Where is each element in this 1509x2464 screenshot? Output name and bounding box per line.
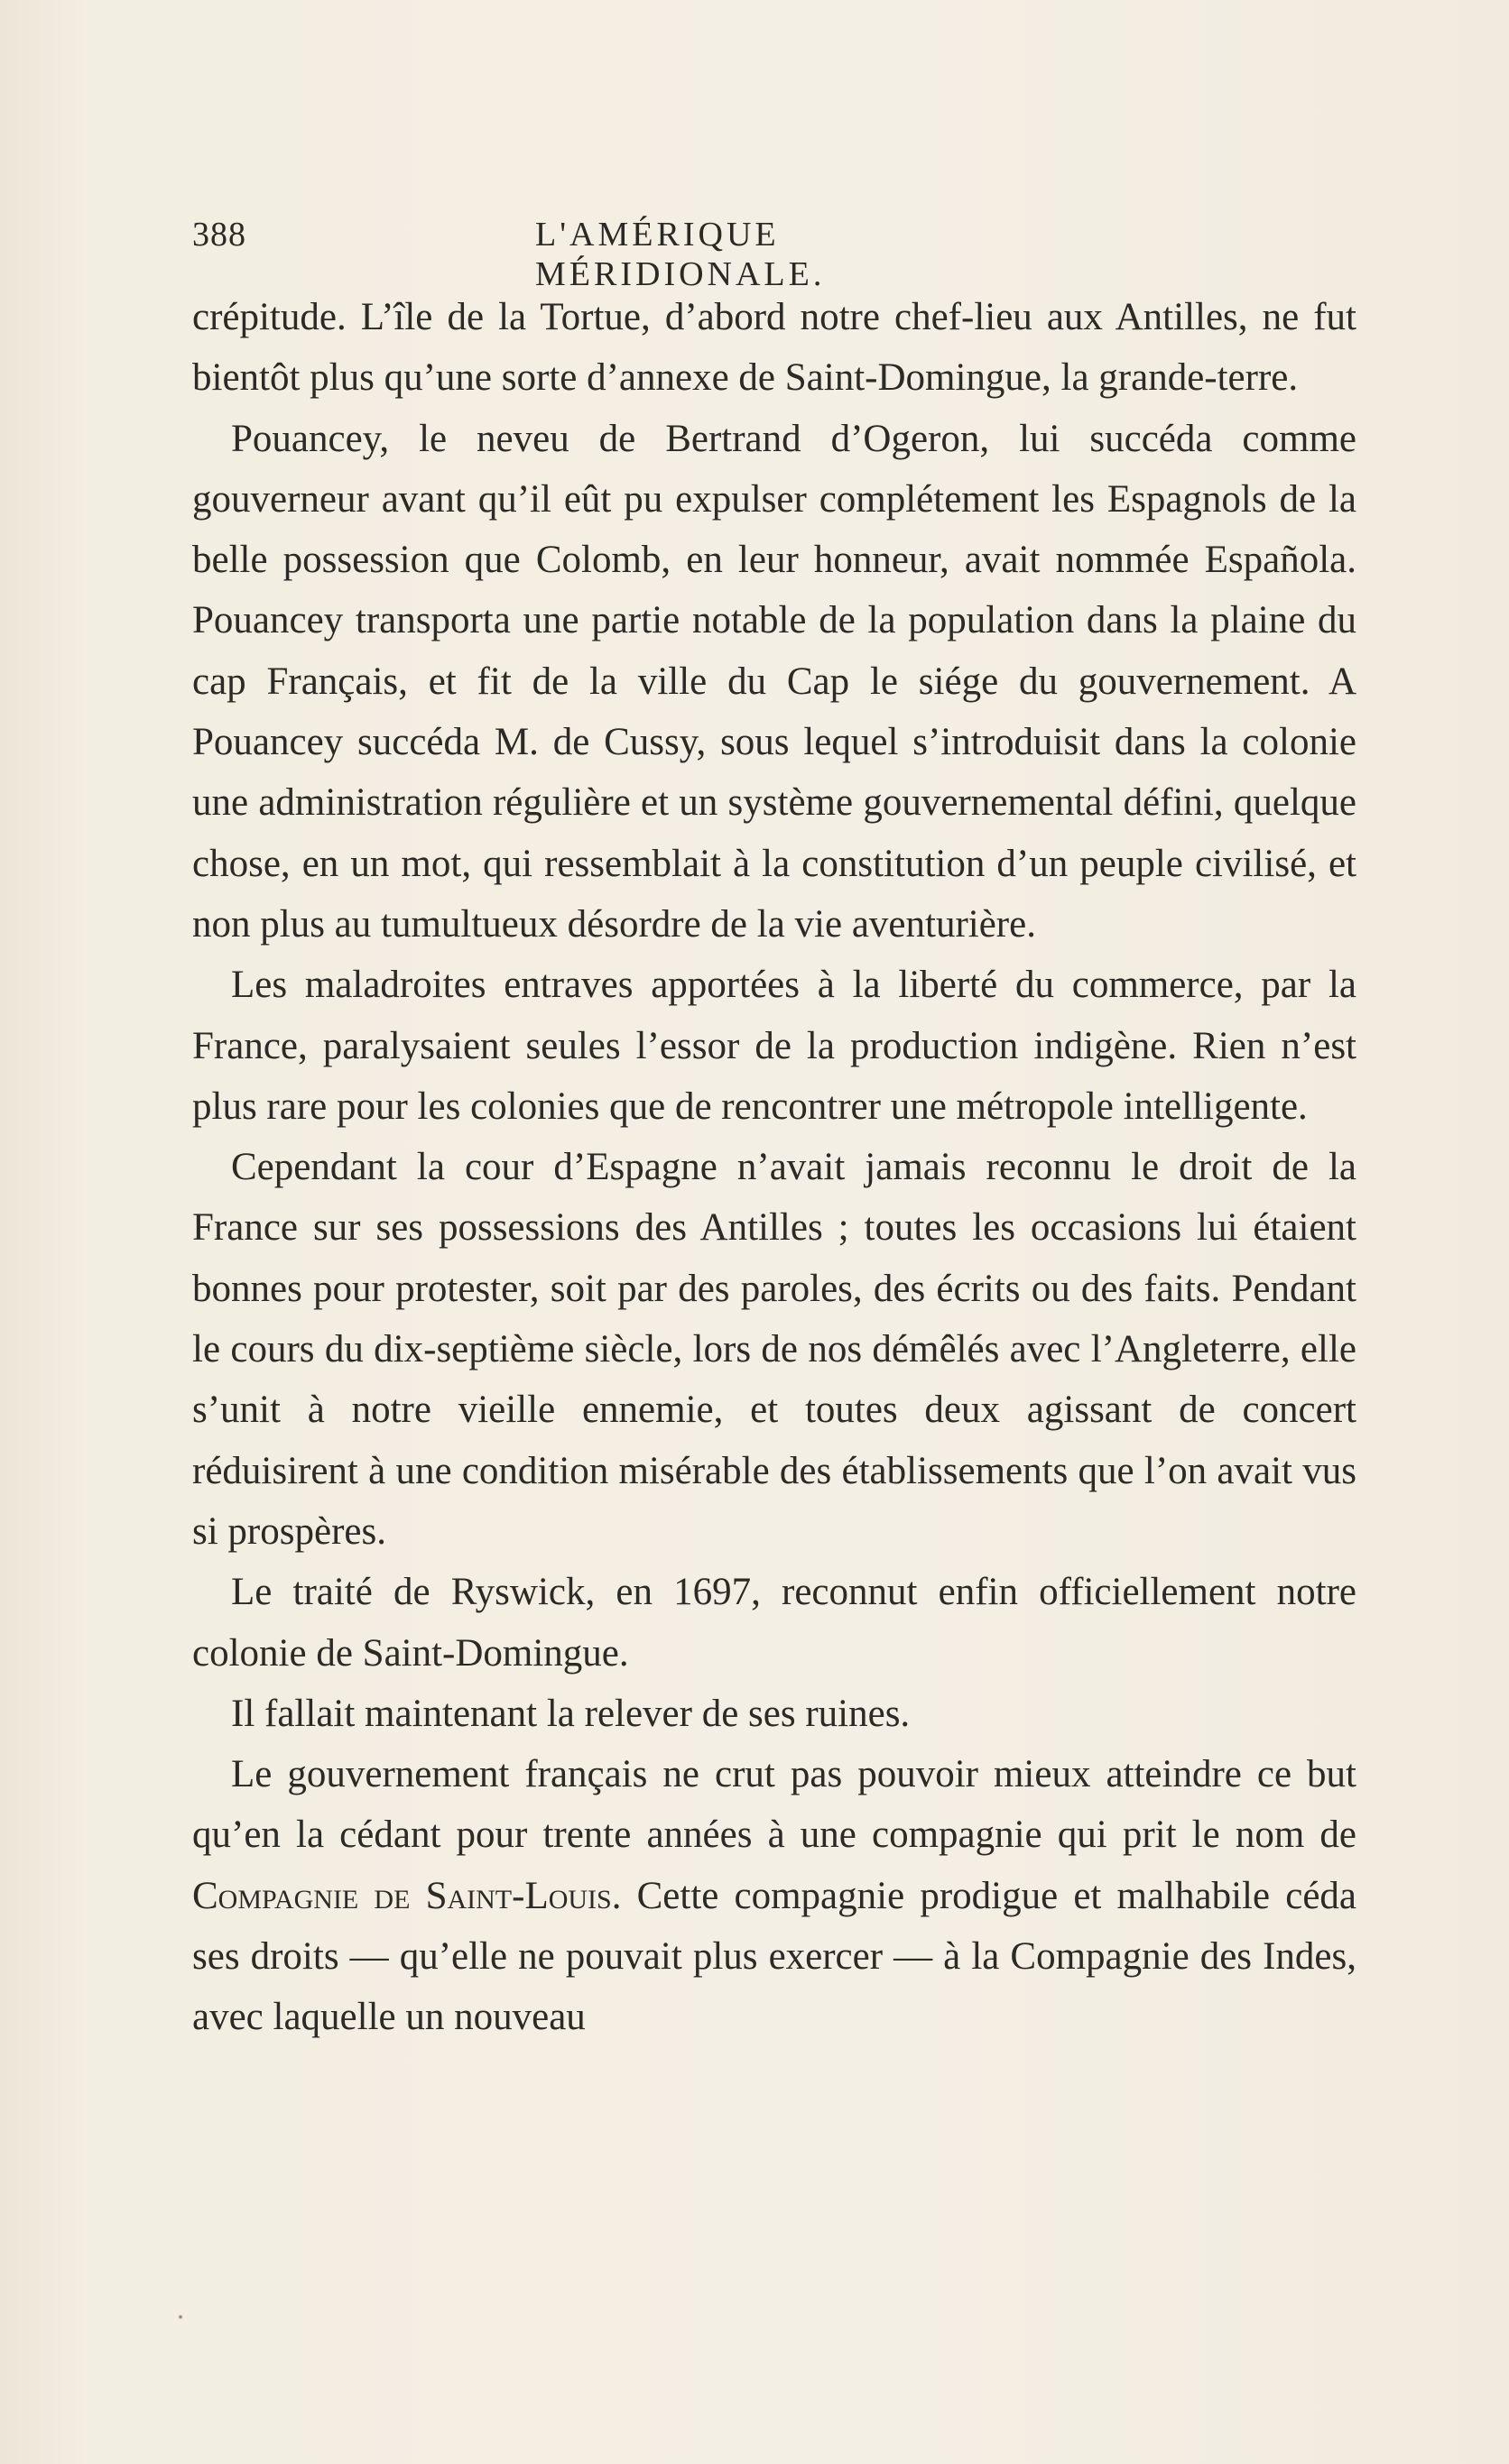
paragraph-7-end: . Cette compagnie prodigue et malhabile céda ses droits — qu’elle ne pouvait plus exercer — à la Compagnie des Indes, avec laquelle un nouveau bbox=[192, 1874, 1356, 2039]
paragraph-3: Les maladroites entraves apportées à la liberté du commerce, par la France, paralysaient seules l’essor de la production indigène. Rien n’est plus rare pour les colonies que de rencontrer une métropole intelligente. bbox=[192, 964, 1356, 1128]
page-header bbox=[192, 215, 1042, 293]
body-text bbox=[192, 287, 1356, 2048]
paragraph-1: crépitude. L’île de la Tortue, d’abord notre chef-lieu aux Antilles, ne fut bientôt plus qu’une sorte d’annexe de Saint-Domingue, la grande-terre. bbox=[192, 296, 1356, 400]
paragraph-7 bbox=[192, 1744, 1356, 2047]
page-number: 388 bbox=[192, 216, 246, 254]
running-title: L'AMÉRIQUE MÉRIDIONALE. bbox=[535, 216, 826, 293]
paragraph-7-start: Le gouvernement français ne crut pas pouvoir mieux atteindre ce but qu’en la cédant pour trente années à une compagnie qui prit le nom de bbox=[192, 1753, 1356, 1857]
paper-speck bbox=[179, 2315, 182, 2319]
paragraph-5: Le traité de Ryswick, en 1697, reconnut enfin officiellement notre colonie de Saint-Domingue. bbox=[192, 1571, 1356, 1675]
company-name: Compagnie de Saint-Louis bbox=[192, 1874, 612, 1917]
paragraph-6: Il fallait maintenant la relever de ses ruines. bbox=[231, 1692, 911, 1735]
paragraph-2: Pouancey, le neveu de Bertrand d’Ogeron, lui succéda comme gouverneur avant qu’il eût pu expulser complétement les Espagnols de la belle possession que Colomb, en leur honneur, avait nommée Española. Pouancey transporta une partie notable de la population dans la plaine du cap Français, et fit de la ville du Cap le siége du gouvernement. A Pouancey succéda M. de Cussy, sous lequel s’introduisit dans la colonie une administration régulière et un système gouvernemental défini, quelque chose, en un mot, qui ressemblait à la constitution d’un peuple civilisé, et non plus au tumultueux désordre de la vie aventurière. bbox=[192, 417, 1356, 946]
paragraph-4: Cependant la cour d’Espagne n’avait jamais reconnu le droit de la France sur ses possessions des Antilles ; toutes les occasions lui étaient bonnes pour protester, soit par des paroles, des écrits ou des faits. Pendant le cours du dix-septième siècle, lors de nos démêlés avec l’Angleterre, elle s’unit à notre vieille ennemie, et toutes deux agissant de concert réduisirent à une condition misérable des établissements que l’on avait vus si prospères. bbox=[192, 1146, 1356, 1553]
